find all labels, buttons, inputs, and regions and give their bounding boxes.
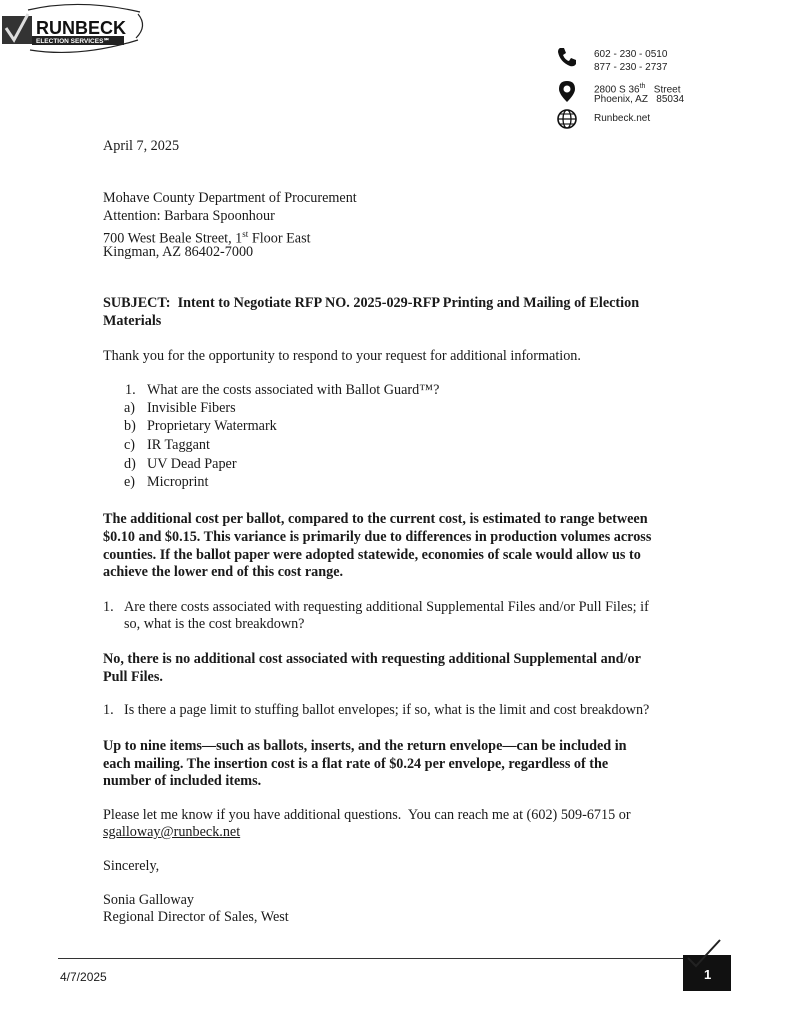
signoff: Sincerely,: [103, 858, 160, 874]
footer-date: 4/7/2025: [60, 970, 107, 984]
letter-date: April 7, 2025: [103, 138, 180, 154]
contact-website[interactable]: Runbeck.net: [594, 113, 651, 124]
logo-wordmark: RUNBECK: [36, 18, 126, 38]
answer-2-line-1: No, there is no additional cost associated with requesting additional Supplemental and/or: [103, 651, 641, 667]
answer-2-line-2: Pull Files.: [103, 669, 163, 685]
list-item: Microprint: [147, 474, 209, 490]
closing-text: Please let me know if you have additional questions. You can reach me at (602) 509-6715 or: [103, 807, 631, 823]
subject-line-2: Materials: [103, 313, 162, 329]
globe-icon: [556, 108, 578, 130]
page-number: 1: [704, 967, 712, 982]
checkmark-logo-icon: [684, 938, 724, 968]
recipient-line-2: Attention: Barbara Spoonhour: [103, 208, 275, 224]
subject-line-1: SUBJECT: Intent to Negotiate RFP NO. 2025-029-RFP Printing and Mailing of Election: [103, 295, 640, 311]
question-1-number: 1.: [125, 382, 136, 398]
answer-1-line-1: The additional cost per ballot, compared to the current cost, is estimated to range between: [103, 511, 648, 527]
intro-text: Thank you for the opportunity to respond to your request for additional information.: [103, 348, 581, 364]
signer-name: Sonia Galloway: [103, 892, 195, 908]
answer-1-line-3: counties. If the ballot paper were adopted statewide, economies of scale would allow us to: [103, 547, 641, 563]
question-3-number: 1.: [103, 702, 114, 718]
question-2-line-2: so, what is the cost breakdown?: [124, 616, 305, 632]
answer-3-line-3: number of included items.: [103, 773, 262, 789]
runbeck-logo: [0, 0, 150, 56]
answer-3-line-2: each mailing. The insertion cost is a flat rate of $0.24 per envelope, regardless of the: [103, 756, 609, 772]
list-marker: e): [124, 474, 136, 490]
answer-3-line-1: Up to nine items—such as ballots, inserts, and the return envelope—can be included in: [103, 738, 627, 754]
question-3-text: Is there a page limit to stuffing ballot envelopes; if so, what is the limit and cost breakdown?: [124, 702, 650, 718]
list-item: UV Dead Paper: [147, 456, 237, 472]
answer-1-line-4: achieve the lower end of this cost range.: [103, 564, 344, 580]
phone-icon: [556, 46, 578, 68]
contact-address-1: 2800 S 36th Street: [594, 83, 681, 96]
question-2-number: 1.: [103, 599, 114, 615]
recipient-line-3: 700 West Beale Street, 1st Floor East: [103, 229, 311, 247]
list-marker: a): [124, 400, 136, 416]
recipient-line-1: Mohave County Department of Procurement: [103, 190, 357, 206]
contact-address-2: Phoenix, AZ 85034: [594, 94, 685, 105]
question-1-text: What are the costs associated with Ballot Guard™?: [147, 382, 440, 398]
logo-subtitle: ELECTION SERVICES℠: [36, 38, 111, 45]
list-item: Proprietary Watermark: [147, 418, 277, 434]
location-pin-icon: [556, 80, 578, 102]
list-marker: c): [124, 437, 136, 453]
contact-phone-1: 602 - 230 - 0510: [594, 49, 668, 60]
footer-divider: [58, 958, 730, 959]
question-2-line-1: Are there costs associated with requesting additional Supplemental Files and/or Pull Files; if: [124, 599, 649, 615]
signer-title: Regional Director of Sales, West: [103, 909, 289, 925]
list-marker: b): [124, 418, 136, 434]
answer-1-line-2: $0.10 and $0.15. This variance is primarily due to differences in production volumes across: [103, 529, 652, 545]
list-item: IR Taggant: [147, 437, 210, 453]
list-item: Invisible Fibers: [147, 400, 236, 416]
list-marker: d): [124, 456, 136, 472]
contact-phone-2: 877 - 230 - 2737: [594, 62, 668, 73]
contact-email-link[interactable]: sgalloway@runbeck.net: [103, 824, 241, 840]
recipient-line-4: Kingman, AZ 86402-7000: [103, 244, 254, 260]
